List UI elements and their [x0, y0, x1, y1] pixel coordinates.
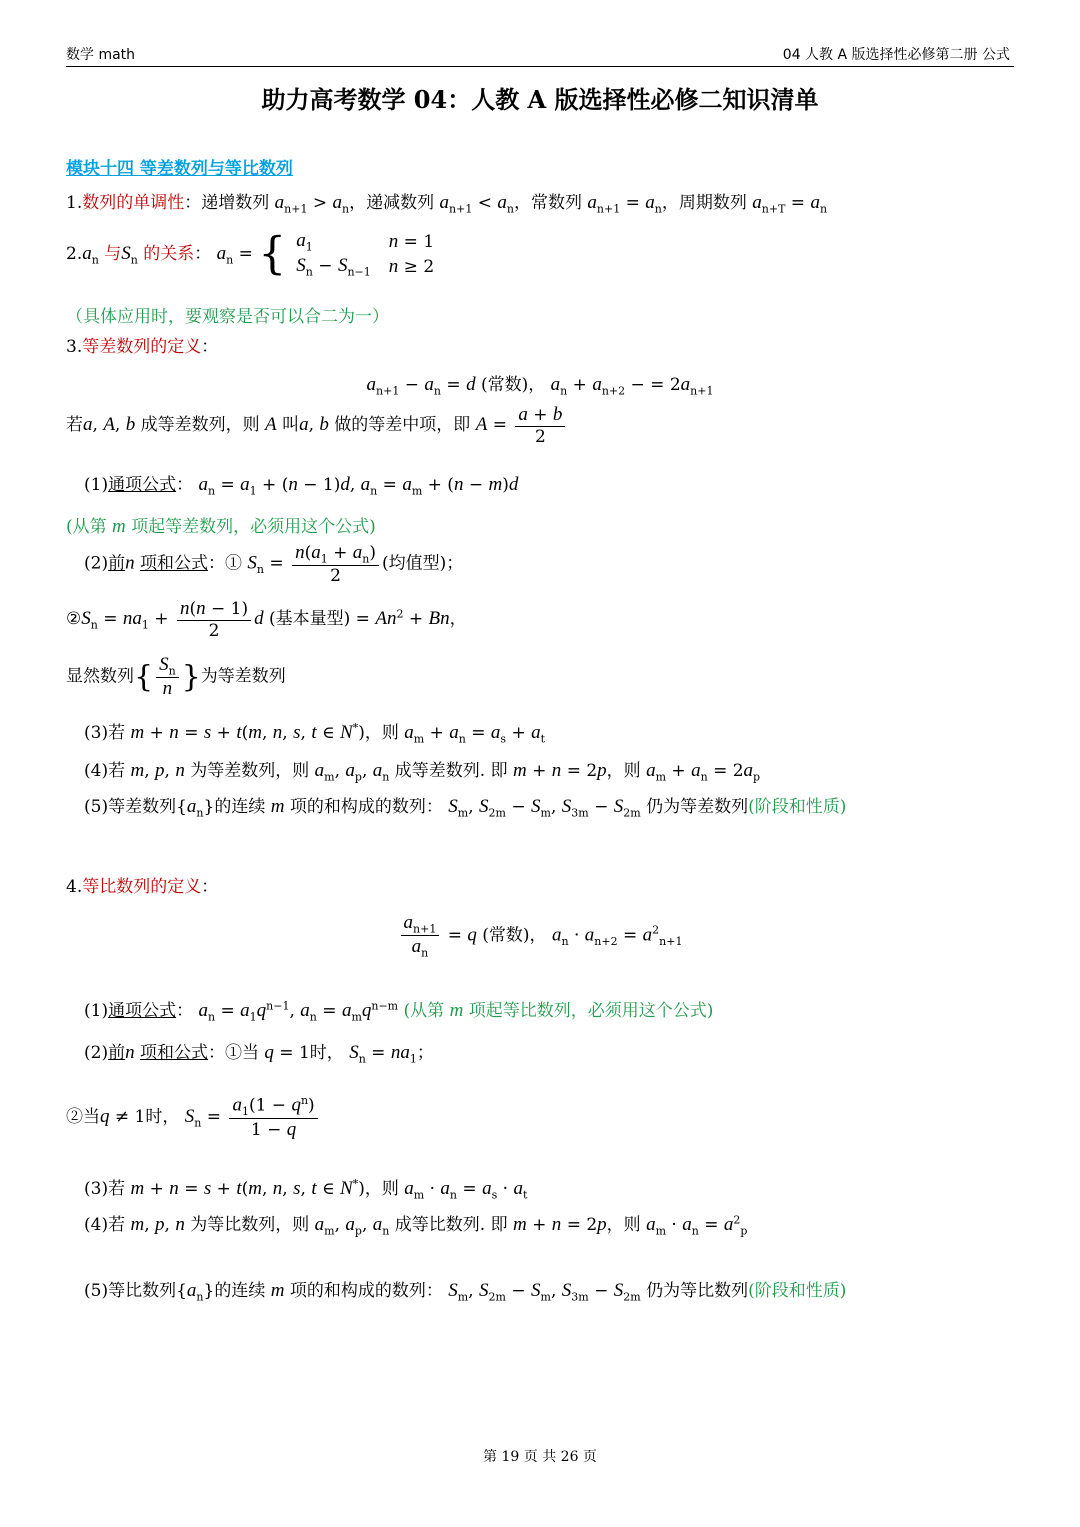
module-heading: 模块十四 等差数列与等比数列 — [66, 159, 293, 179]
item-3-arith-mean: 若a, A, b 成等差数列，则 A 叫a, b 做的等差中项，即 A = $\frac{a + b}{2}$ — [66, 404, 568, 447]
item-2-an-sn-relation: $2.a_n$ 与$S_n$ 的关系： $a_n$ = { $a_1$ n = 1 $S_n - S_{n-1}$ n ≥ 2 — [66, 228, 435, 280]
page-title: 助力高考数学 04：人教 A 版选择性必修二知识清单 — [261, 85, 819, 114]
item-3-heading: 3.等差数列的定义： — [66, 337, 219, 357]
item-4-property-5: (5)等比数列$\{a_n\}$的连续 m 项的和构成的数列： $S_m$, $S_{2m} - S_m$, $S_{3m} - S_{2m}$ 仍为等比数列(阶段和性质) — [84, 1280, 847, 1304]
item-2-note: （具体应用时，要观察是否可以合二为一） — [66, 307, 389, 327]
item-4-definition-formula: $\frac{a_{n+1}}{a_n}$ = q (常数)， $a_n \cdot a_{n+2} = a^2_{n+1}$ — [0, 912, 1080, 960]
item-3-sn-over-n: 显然数列{ $\frac{S_n}{n}$ }为等差数列 — [66, 654, 286, 700]
item-3-general-term: (1)通项公式： $a_n = a_1 + (n - 1)d$, $a_n = a_m + (n - m)d$ — [84, 474, 519, 498]
item-4-property-4: (4)若 m, p, n 为等比数列，则 $a_m$, $a_p$, $a_n$ 成等比数列. 即 m + n = 2p，则 $a_m \cdot a_n = a^2_p$ — [84, 1213, 748, 1238]
page-footer: 第 19 页 共 26 页 — [483, 1449, 597, 1465]
item-3-definition-formula: $a_{n+1} - a_n = d$ (常数)， $a_n + a_{n+2}$ − = $2a_{n+1}$ — [366, 374, 714, 398]
item-4-sum-q-ne-1: ②当q ≠ 1时， $S_n$ = $\frac{a_1(1 - q^n)}{1 - q}$ — [66, 1094, 321, 1141]
header-rule — [66, 66, 1014, 67]
item-4-property-3: (3)若 m + n = s + t(m, n, s, t ∈ N*)，则 $a_m \cdot a_n = a_s \cdot a_t$ — [84, 1177, 528, 1202]
item-4-general-term: (1)通项公式： $a_n = a_1q^{n-1}$, $a_n = a_mq^{n-m}$ (从第 m 项起等比数列，必须用这个公式) — [84, 999, 714, 1024]
item-4-sum-q-eq-1: (2)前n 项和公式：①当 q = 1时， $S_n = na_1$； — [84, 1042, 434, 1066]
item-1-monotonicity: 1.数列的单调性：递增数列 $a_{n+1} > a_n$，递减数列 $a_{n+1} < a_n$，常数列 $a_{n+1} = a_n$，周期数列 $a_{n+T} = a_n$ — [66, 192, 828, 216]
item-3-property-3: (3)若 m + n = s + t(m, n, s, t ∈ N*)，则 $a_m + a_n = a_s + a_t$ — [84, 721, 546, 746]
item-3-sum-avg: (2)前n 项和公式：① $S_n$ = $\frac{n(a_1 + a_n)}{2}$ (均值型)； — [84, 542, 464, 587]
item-3-general-term-note: (从第 m 项起等差数列，必须用这个公式) — [66, 516, 376, 537]
item-3-sum-basic: $②S_n = na_1$ + $\frac{n(n - 1)}{2}$ d (基本量型) = $An^2 + Bn$， — [66, 598, 467, 641]
item-4-heading: 4.等比数列的定义： — [66, 877, 219, 897]
item-3-property-4: (4)若 m, p, n 为等差数列，则 $a_m$, $a_p$, $a_n$ 成等差数列. 即 m + n = 2p，则 $a_m + a_n = 2a_p$ — [84, 760, 761, 784]
header-left: 数学 math — [66, 47, 136, 63]
item-3-property-5: (5)等差数列$\{a_n\}$的连续 m 项的和构成的数列： $S_m$, $S_{2m} - S_m$, $S_{3m} - S_{2m}$ 仍为等差数列(阶段和性质) — [84, 796, 847, 820]
header-right: 04 人教 A 版选择性必修第二册 公式 — [782, 47, 1010, 63]
